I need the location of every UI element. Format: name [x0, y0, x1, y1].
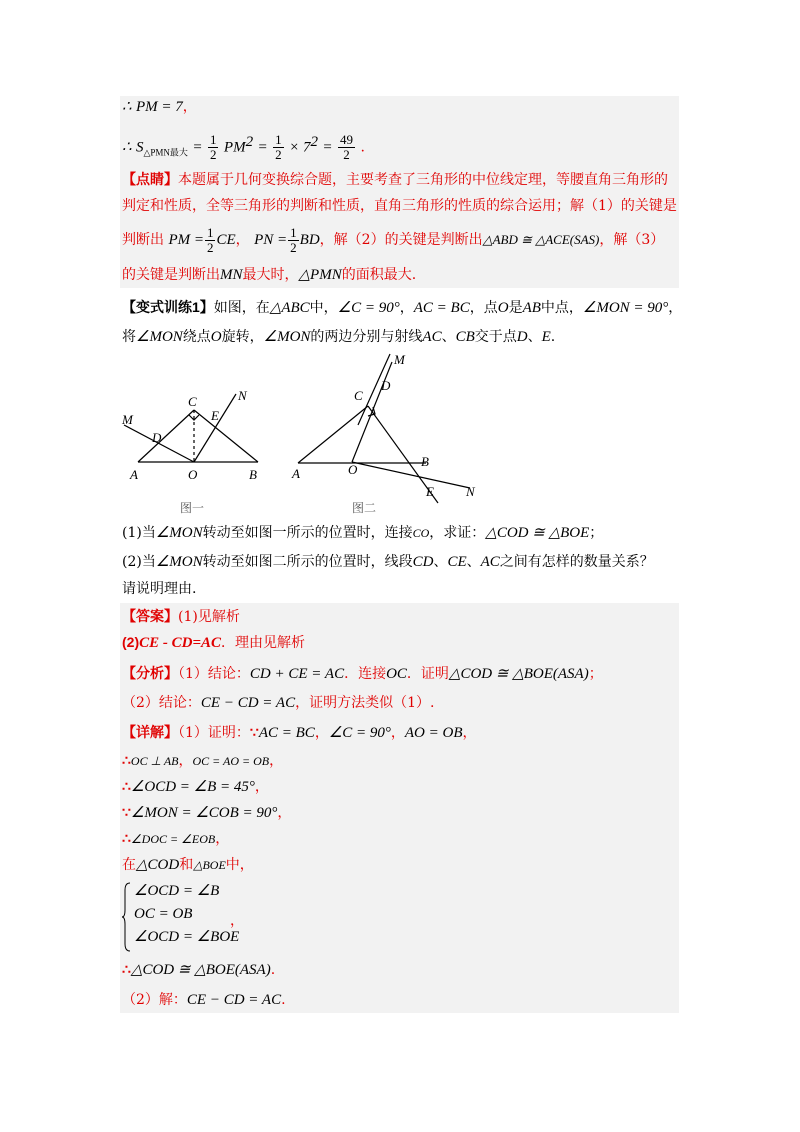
fig2-label-d: D [381, 378, 391, 393]
conclusion-area: ∴ $S_{\triangle PMN最大}$ = $\frac{1}{2}$ $PM^2$ = $\frac{1}{2}$ × $7^2$ = $\frac{49}{2}$ . [122, 132, 365, 163]
answer-line-1: 【答案】(1)见解析 [122, 608, 240, 625]
fig2-label-n: N [466, 484, 475, 499]
fig2-caption: 图二 [352, 501, 377, 515]
comment-line-2: 判定和性质，全等三角形的判断和性质，直角三角形的性质的综合运用；解（1）的关键是 [122, 198, 677, 214]
detail-label: 【详解】 [122, 724, 178, 740]
figure-one [118, 380, 278, 520]
analysis-label: 【分析】 [122, 665, 178, 681]
detail-line-1: 【详解】（1）证明：∵AC = BC，∠C = 90°，AO = OB， [122, 724, 477, 741]
fig1-label-b: B [249, 467, 257, 482]
fig2-label-a: A [292, 466, 300, 481]
conclusion-pm: ∴ PM = 7， [122, 99, 197, 115]
fig2-label-b: B [421, 454, 429, 469]
fig2-label-m: M [394, 352, 405, 367]
answer-line-2: (2)CE - CD=AC．理由见解析 [122, 634, 306, 651]
fig1-label-o: O [188, 467, 198, 482]
question-1: (1)当∠MON转动至如图一所示的位置时，连接CO，求证：△COD ≅ △BOE； [122, 525, 604, 541]
fig1-caption: 图一 [180, 501, 205, 515]
fig1-label-a: A [130, 467, 138, 482]
comment-line-4: 的关键是判断出MN最大时，△PMN的面积最大. [122, 267, 417, 283]
question-2: (2)当∠MON转动至如图二所示的位置时，线段CD、CE、AC之间有怎样的数量关系？ [122, 554, 654, 570]
fig2-label-e: E [426, 484, 434, 499]
figure-one-diagram [118, 380, 278, 520]
detail-line-4: ∵∠MON = ∠COB = 90°， [122, 805, 292, 821]
detail-line-6: 在△COD和△BOE中， [122, 857, 254, 873]
exercise-line-2: 将∠MON绕点O旋转，∠MON的两边分别与射线AC、CB交于点D、E. [122, 329, 556, 345]
system-line-2: OC = OB [134, 906, 193, 922]
fig1-ray-on [194, 394, 236, 462]
exercise-label: 【变式训练1】 [122, 299, 214, 315]
figure-two [290, 350, 480, 522]
fig1-label-n: N [238, 388, 247, 403]
fig1-label-m: M [122, 412, 133, 427]
comment-line-1: 【点睛】本题属于几何变换综合题，主要考查了三角形的中位线定理，等腰直角三角形的 [122, 171, 668, 188]
detail-line-7: ∴△COD ≅ △BOE(ASA). [122, 962, 276, 978]
system-comma: ， [230, 913, 244, 929]
fig2-label-c: C [354, 388, 363, 403]
question-2-cont: 请说明理由. [122, 581, 197, 597]
detail-line-2: ∴OC ⊥ AB，OC = AO = OB， [122, 753, 284, 769]
system-line-3: ∠OCD = ∠BOE [134, 929, 240, 945]
exercise-line-1: 【变式训练1】如图，在△ABC中，∠C = 90°，AC = BC，点O是AB中点，∠MON = 90°， [122, 299, 683, 316]
proof-system [122, 880, 282, 952]
comment-line-3: 判断出 PM = $\frac{1}{2}$ CE， PN = $\frac{1}{2}$ BD，解（2）的关键是判断出△ABD ≅ △ACE(SAS)，解（3） [122, 224, 665, 255]
fig1-segment-cb [194, 410, 258, 462]
system-brace [122, 882, 132, 952]
fig1-label-c: C [188, 394, 197, 409]
analysis-line-2: （2）结论：CE − CD = AC，证明方法类似（1）. [122, 695, 435, 711]
figure-two-diagram [290, 350, 480, 522]
detail-line-8: （2）解：CE − CD = AC. [122, 992, 286, 1008]
comment-label: 【点睛】 [122, 171, 178, 187]
detail-line-5: ∴∠DOC = ∠EOB， [122, 831, 230, 847]
fig1-label-e: E [211, 408, 219, 423]
fig1-segment-ac [138, 410, 194, 462]
system-line-1: ∠OCD = ∠B [134, 883, 220, 899]
fig2-segment-ac [298, 406, 368, 463]
detail-line-3: ∴∠OCD = ∠B = 45°， [122, 779, 269, 795]
fig2-ray-om [352, 362, 392, 462]
answer-label: 【答案】 [122, 608, 178, 624]
analysis-line-1: 【分析】（1）结论：CD + CE = AC．连接OC．证明△COD ≅ △BOE(ASA)； [122, 665, 603, 682]
fig2-label-o: O [348, 462, 358, 477]
fig1-label-d: D [152, 430, 162, 445]
